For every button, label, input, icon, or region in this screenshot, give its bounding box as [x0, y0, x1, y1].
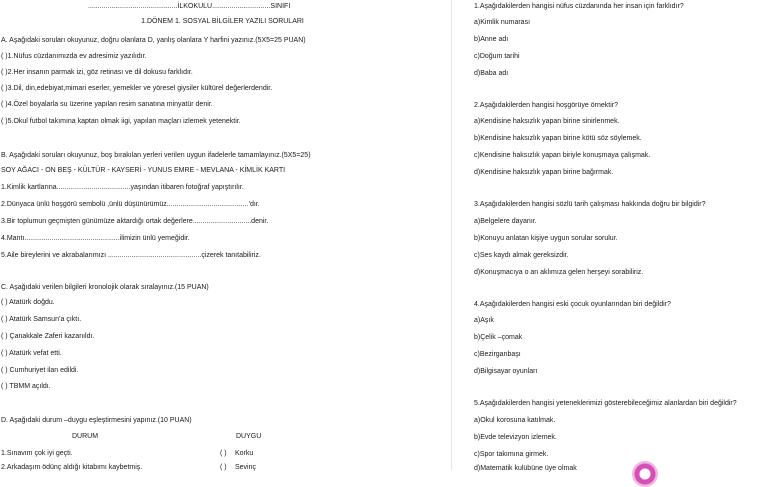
question-text: 3.Aşağıdakilerden hangisi sözlü tarih çalışması hakkında doğru bir bilgidir? [474, 201, 706, 208]
matching-feeling: Korku [235, 450, 254, 457]
answer-option: a)Belgelere dayanır. [474, 218, 537, 225]
answer-option: a)Aşık [474, 317, 494, 324]
chronology-item: ( ) Çanakkale Zaferi kazanıldı. [1, 333, 95, 340]
true-false-item: ( )3.Dil, din,edebiyat,mimari eserler, yemekler ve yöresel giysiler kültürel değerlerdendir. [1, 85, 273, 92]
column-header-durum: DURUM [72, 433, 99, 440]
answer-option: d)Bilgisayar oyunları [474, 368, 538, 375]
answer-option: a)Kendisine haksızlık yapan birine sinirlenmek. [474, 118, 620, 125]
matching-situation: 2.Arkadaşım ödünç aldığı kitabımı kaybetmiş. [1, 464, 143, 471]
section-a-instruction: A. Aşağıdaki soruları okuyunuz, doğru olanlara D, yanlış olanlara Y harfini yazınız.(5X5=25 PUAN) [1, 37, 306, 44]
true-false-item: ( )4.Özel boyalarla su üzerine yapılan resim sanatına minyatür denir. [1, 101, 213, 108]
true-false-item: ( )5.Okul futbol takımına kaptan olmak iigi, yapılan maçları izlemek yetenektir. [1, 118, 241, 125]
answer-option: b)Kendisine haksızlık yapan birine kötü söz söylemek. [474, 135, 642, 142]
fill-blank-item: 3.Bir toplumun geçmişten günümüze aktardığı ortak değerlere..............................denir. [1, 218, 269, 225]
chronology-item: ( ) Atatürk doğdu. [1, 299, 55, 306]
fill-blank-item: 2.Dünyaca ünlü hoşgörü sembolü ,ünlü düşünürümüz..........................................’dır. [1, 201, 260, 208]
answer-option: a)Okul korosuna katılmak. [474, 417, 556, 424]
answer-option: d)Baba adı [474, 70, 509, 77]
section-c-instruction: C. Aşağıdaki verilen bilgileri kronolojik olarak sıralayınız.(15 PUAN) [1, 284, 209, 291]
answer-option: c)Kendisine haksızlık yapan biriyle konuşmaya çalışmak. [474, 152, 651, 159]
section-d-instruction: D. Aşağıdaki durum –duygu eşleştirmesini yapınız.(10 PUAN) [1, 417, 192, 424]
chronology-item: ( ) Cumhuriyet ilan edildi. [1, 367, 79, 374]
fill-blank-item: 4.Mantı.................................................ilimizin ünlü yemeğidir. [1, 235, 190, 242]
matching-answer-box: ( ) [220, 464, 227, 471]
question-text: 2.Aşağıdakilerden hangisi hoşgörüye örnektir? [474, 102, 618, 109]
school-class-header: ..............................................İLKOKULU..............................SINIFI [88, 3, 291, 10]
answer-option: c)Bezirganbaşı [474, 351, 521, 358]
answer-option: b)Evde televizyon izlemek. [474, 434, 557, 441]
matching-feeling: Sevinç [235, 464, 257, 471]
question-text: 4.Aşağıdakilerden hangisi eski çocuk oyunlarından biri değildir? [474, 301, 671, 308]
decorative-ring-icon [632, 461, 658, 487]
answer-option: d)Matematik kulübüne üye olmak [474, 465, 577, 472]
section-b-instruction: B. Aşağıdaki soruları okuyunuz, boş bırakılan yerleri verilen uygun ifadelerle tamamlayınız.(5X5=25) [1, 152, 311, 159]
answer-option: c)Doğum tarihi [474, 53, 520, 60]
answer-option: b)Konuyu anlatan kişiye uygun sorular sorulur. [474, 235, 618, 242]
fill-blank-item: 1.Kimlik kartlarına......................................yaşından itibaren fotoğraf yapıştırılır. [1, 184, 244, 191]
word-bank: SOY AĞACI - ON BEŞ - KÜLTÜR - KAYSERİ - YUNUS EMRE - MEVLANA - KİMLİK KARTI [1, 167, 286, 174]
column-header-duygu: DUYGU [236, 433, 262, 440]
worksheet-right-page [460, 0, 780, 470]
page-divider [451, 0, 452, 470]
answer-option: b)Anne adı [474, 36, 509, 43]
answer-option: d)Kendisine haksızlık yapan birine bağırmak. [474, 169, 614, 176]
matching-situation: 1.Sınavım çok iyi geçti. [1, 450, 73, 457]
answer-option: c)Ses kaydı almak gereksizdir. [474, 252, 569, 259]
answer-option: b)Çelik –çomak [474, 334, 523, 341]
question-text: 5.Aşağıdakilerden hangisi yeteneklerimizi gösterebileceğimiz alanlardan biri değildir? [474, 400, 737, 407]
matching-answer-box: ( ) [220, 450, 227, 457]
answer-option: c)Spor takımına girmek. [474, 451, 549, 458]
page-title: 1.DÖNEM 1. SOSYAL BİLGİLER YAZILI SORULARI [141, 18, 304, 25]
true-false-item: ( )1.Nüfus cüzdanımızda ev adresimiz yazılıdır. [1, 53, 147, 60]
answer-option: d)Konuşmacıya o an aklımıza gelen herşeyi sorabiliriz. [474, 269, 644, 276]
answer-option: a)Kimlik numarası [474, 19, 531, 26]
question-text: 1.Aşağıdakilerden hangisi nüfus cüzdanında her insan için farklıdır? [474, 3, 684, 10]
fill-blank-item: 5.Aile bireylerini ve akrabalarımızı ................................................çizerek tanıtabiliriz. [1, 252, 261, 259]
chronology-item: ( ) Atatürk vefat etti. [1, 350, 62, 357]
chronology-item: ( ) Atatürk Samsun’a çıktı. [1, 316, 82, 323]
chronology-item: ( ) TBMM açıldı. [1, 383, 51, 390]
true-false-item: ( )2.Her insanın parmak izi, göz retinası ve dil dokusu farklıdır. [1, 69, 193, 76]
